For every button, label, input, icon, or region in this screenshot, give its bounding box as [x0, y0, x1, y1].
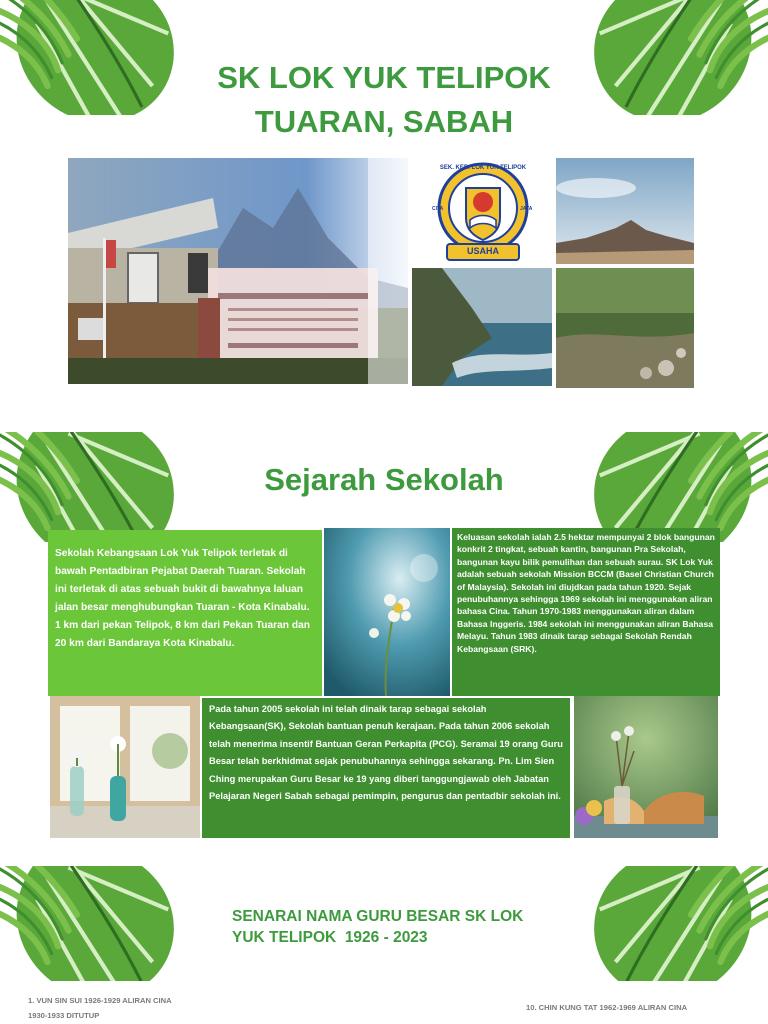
mountain-landscape-photo — [556, 158, 694, 264]
book-flowers-photo — [574, 696, 718, 838]
coastline-photo — [412, 268, 552, 386]
logo-banner-text: USAHA — [466, 246, 499, 256]
headmaster-list-left — [28, 993, 328, 1023]
vase-flowers-photo — [50, 696, 200, 838]
headmasters-heading-line-2: YUK TELIPOK 1926 - 2023 — [232, 929, 428, 946]
headmaster-entry-10: 10. CHIN KUNG TAT 1962-1969 ALIRAN CINA — [526, 1003, 688, 1012]
forest-river-photo — [556, 268, 694, 388]
school-logo — [412, 158, 554, 266]
page-title — [150, 56, 618, 144]
tropical-leaves-mid-left — [0, 432, 200, 542]
history-paragraph-1: Sekolah Kebangsaan Lok Yuk Telipok terletak di bawah Pentadbiran Pejabat Daerah Tuaran. Sekolah ini terletak di atas sebuah bukit di bawahnya laluan jalan besar menghubungkan Tuaran - Kota Kinabalu. 1 km dari pekan Telipok, 8 km dari Pekan Tuaran dan 20 km dari Bandaraya Kota Kinabalu. — [48, 530, 322, 696]
section-heading-history: Sejarah Sekolah — [264, 462, 504, 497]
history-paragraph-2: Keluasan sekolah ialah 2.5 hektar mempunyai 2 blok bangunan konkrit 2 tingkat, sebuah kantin, bangunan Pra Sekolah, bangunan kayu bilik pemulihan dan sebuah surau. SK Lok Yuk adalah sebuah sekolah Mission BCCM (Basel Christian Church of Malaysia). Sekolah ini diujdkan pada tahun 1920. Sejak penubuhannya sehingga 1969 sekolah ini menggunakan aliran bahasa Cina. Tahun 1970-1983 menggunakan aliran dalam Bahasa Inggeris. 1984 sekolah ini menggunakan aliran Bahasa Melayu. Tahun 1983 dinaik tarap sebagai Sekolah Rendah Kebangsaan (SRK). — [452, 528, 720, 696]
title-line-1: SK LOK YUK TELIPOK — [217, 60, 551, 95]
logo-ring-text: SEK. KEB. LOK YUK TELIPOK — [439, 165, 527, 171]
history-paragraph-3: Pada tahun 2005 sekolah ini telah dinaik tarap sebagai sekolah Kebangsaan(SK), Sekolah bantuan penuh kerajaan. Pada tahun 2006 sekolah telah menerima insentif Bantuan Geran Perkapita (PCG). Seramai 19 orang Guru Besar telah berkhidmat sejak penubuhannya sehingga sekarang. Pn. Lim Sien Ching merupakan Guru Besar ke 19 yang diberi tanggungjawab oleh Jabatan Pelajaran Negeri Sabah sebagai pemimpin, pengurus dan pentadbir sekolah ini. — [202, 698, 570, 838]
title-line-2: TUARAN, SABAH — [254, 104, 514, 139]
flower-photo — [324, 528, 450, 696]
tropical-leaves-bottom-left — [0, 866, 200, 981]
logo-right-text: JAYA — [520, 206, 533, 212]
headmaster-entry-1: 1. VUN SIN SUI 1926-1929 ALIRAN CINA — [28, 996, 172, 1005]
tropical-leaves-mid-right — [588, 432, 768, 542]
tropical-leaves-bottom-right — [588, 866, 768, 981]
logo-left-text: CITA — [432, 206, 444, 212]
school-building-photo — [68, 158, 408, 384]
headmasters-heading — [232, 906, 552, 948]
headmasters-heading-line-1: SENARAI NAMA GURU BESAR SK LOK — [232, 908, 524, 925]
headmaster-entry-1-continued: 1930-1933 DITUTUP — [28, 1011, 100, 1020]
